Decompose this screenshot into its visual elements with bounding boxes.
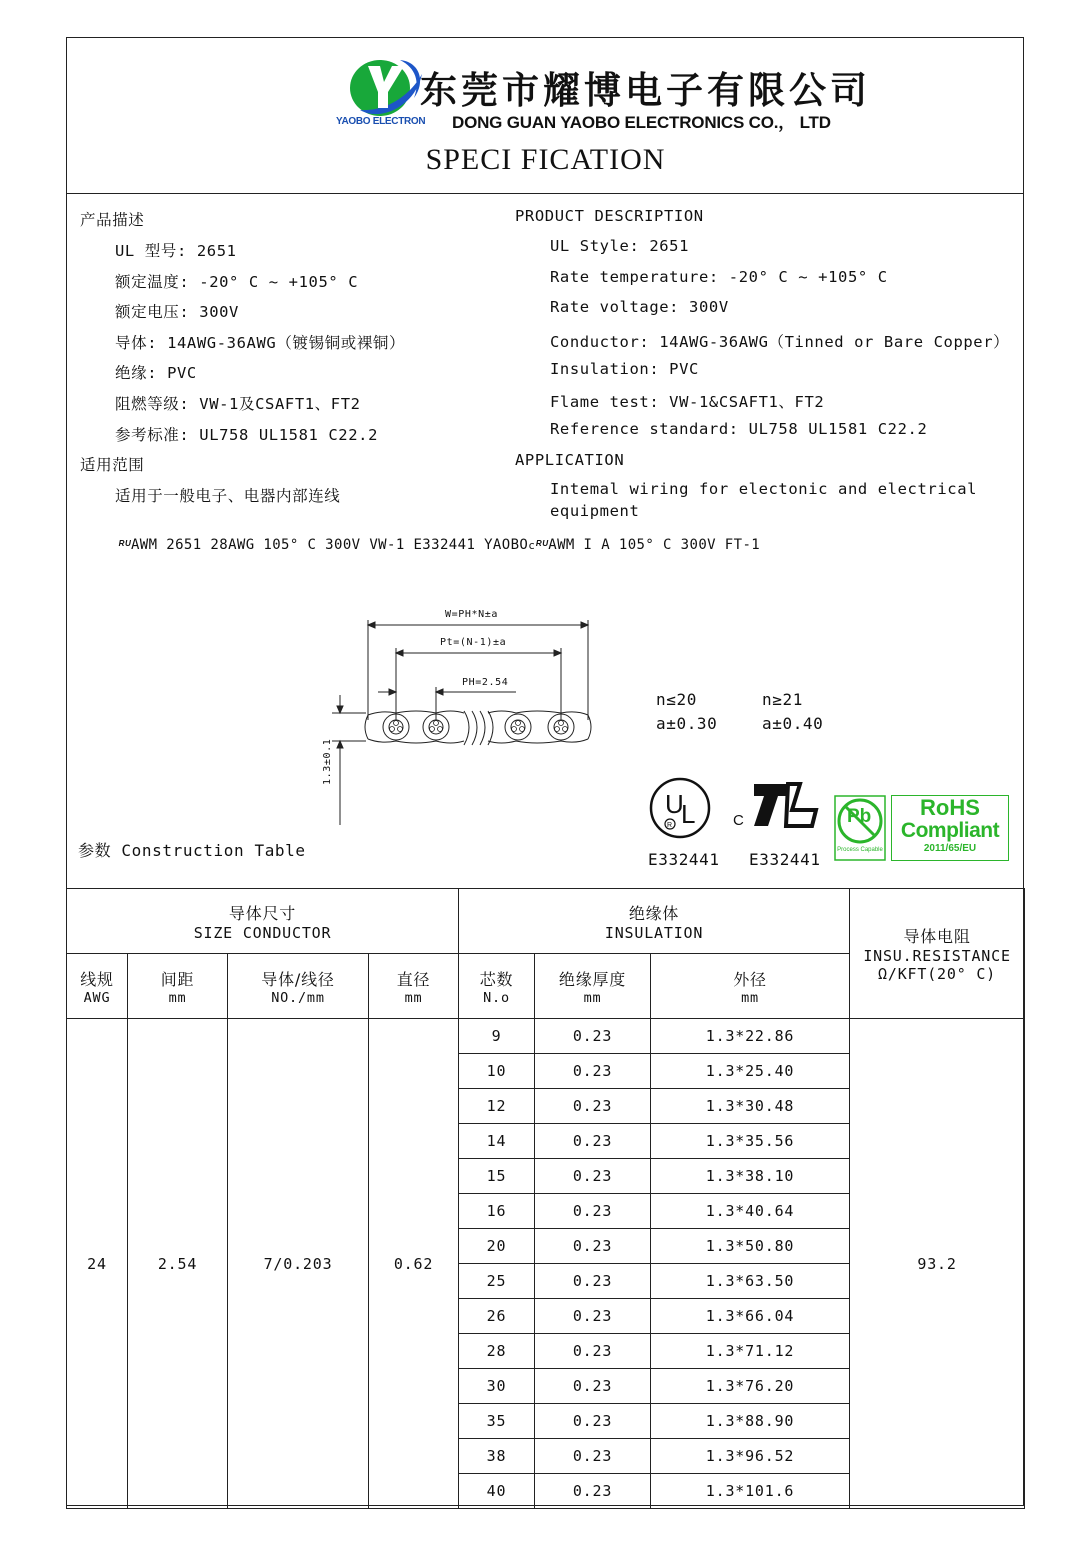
description-line-en: Flame test: VW-1&CSAFT1、FT2: [550, 393, 825, 411]
cru-mark-icon: ᴿᵁ: [535, 538, 549, 552]
construction-table-label: 参数 Construction Table: [78, 841, 306, 860]
tol-a-large: a±0.40: [762, 714, 824, 733]
tol-a-small: a±0.30: [656, 714, 718, 733]
cul-c-letter: C: [733, 812, 745, 829]
logo-text: YAOBO ELECTRON: [336, 116, 426, 127]
marking-c-prefix: c: [528, 539, 536, 552]
cell-cores: 26: [459, 1299, 535, 1334]
description-line-en: UL Style: 2651: [550, 237, 690, 255]
description-line-en: Insulation: PVC: [550, 360, 699, 378]
description-line-en: Rate temperature: -20° C ~ +105° C: [550, 268, 888, 286]
cell-outer-dim: 1.3*38.10: [651, 1159, 850, 1194]
cell-resistance: 93.2: [850, 1019, 1025, 1509]
header-divider: [66, 193, 1024, 194]
cul-recognized-logo-icon: [740, 780, 820, 830]
cell-thickness: 0.23: [535, 1229, 651, 1264]
cell-thickness: 0.23: [535, 1264, 651, 1299]
description-line-cn: 参考标准: UL758 UL1581 C22.2: [115, 426, 379, 444]
application-heading-en: APPLICATION: [515, 451, 625, 469]
cell-pitch: 2.54: [128, 1019, 228, 1509]
tol-n-small: n≤20: [656, 690, 697, 709]
cell-outer-dim: 1.3*30.48: [651, 1089, 850, 1124]
cell-thickness: 0.23: [535, 1089, 651, 1124]
description-heading-en: PRODUCT DESCRIPTION: [515, 207, 704, 225]
cell-thickness: 0.23: [535, 1369, 651, 1404]
description-line-en: Reference standard: UL758 UL1581 C22.2: [550, 420, 928, 438]
cell-thickness: 0.23: [535, 1474, 651, 1509]
cell-cores: 25: [459, 1264, 535, 1299]
lead-free-caption: Process Capable: [837, 847, 883, 853]
cell-thickness: 0.23: [535, 1124, 651, 1159]
marking-part1: AWM 2651 28AWG 105° C 300V VW-1 E332441 YAOBO: [130, 537, 529, 553]
description-line-cn: 导体: 14AWG-36AWG（镀锡铜或裸铜）: [115, 334, 406, 352]
cell-outer-dim: 1.3*66.04: [651, 1299, 850, 1334]
group-header-insulation: 绝缘体 INSULATION: [459, 889, 850, 954]
cell-thickness: 0.23: [535, 1159, 651, 1194]
cell-outer-dim: 1.3*71.12: [651, 1334, 850, 1369]
description-line-cn: 额定温度: -20° C ~ +105° C: [115, 273, 359, 291]
cell-strand: 7/0.203: [228, 1019, 369, 1509]
column-header: 线规 AWG: [67, 954, 128, 1019]
cell-cores: 28: [459, 1334, 535, 1369]
dim-w-label: W=PH*N±a: [445, 609, 498, 620]
cell-cores: 30: [459, 1369, 535, 1404]
cell-outer-dim: 1.3*101.6: [651, 1474, 850, 1509]
cell-cores: 35: [459, 1404, 535, 1439]
company-name-en: DONG GUAN YAOBO ELECTRONICS CO.， LTD: [452, 113, 831, 132]
cell-outer-dim: 1.3*35.56: [651, 1124, 850, 1159]
cul-file-number: E332441: [749, 850, 821, 869]
rohs-compliant-badge: [891, 795, 1009, 861]
document-title: SPECI FICATION: [425, 143, 666, 176]
cell-cores: 16: [459, 1194, 535, 1229]
description-line-cn: UL 型号: 2651: [115, 242, 237, 260]
cell-cores: 10: [459, 1054, 535, 1089]
cable-marking: [118, 537, 760, 553]
construction-table: [66, 888, 1025, 1509]
description-line-en: Rate voltage: 300V: [550, 298, 729, 316]
column-header: 导体/线径 NO./mm: [228, 954, 369, 1019]
cell-diameter: 0.62: [369, 1019, 459, 1509]
cell-cores: 40: [459, 1474, 535, 1509]
rohs-line2: Compliant: [900, 819, 1000, 842]
cell-outer-dim: 1.3*76.20: [651, 1369, 850, 1404]
table-row: [67, 1019, 1025, 1054]
cell-awg: 24: [67, 1019, 128, 1509]
lead-free-symbol: Pb: [847, 806, 872, 827]
dim-thickness-label: 1.3±0.1: [322, 738, 333, 785]
cell-outer-dim: 1.3*50.80: [651, 1229, 850, 1264]
cell-thickness: 0.23: [535, 1299, 651, 1334]
cell-thickness: 0.23: [535, 1404, 651, 1439]
column-header: 直径 mm: [369, 954, 459, 1019]
cell-cores: 14: [459, 1124, 535, 1159]
dim-pt-label: Pt=(N-1)±a: [440, 637, 507, 648]
ul-file-number: E332441: [648, 850, 720, 869]
cell-cores: 20: [459, 1229, 535, 1264]
column-header: 间距 mm: [128, 954, 228, 1019]
cell-thickness: 0.23: [535, 1194, 651, 1229]
cell-outer-dim: 1.3*25.40: [651, 1054, 850, 1089]
column-header: 芯数 N.o: [459, 954, 535, 1019]
ru-mark-icon: ᴿᵁ: [118, 538, 131, 552]
application-line-cn: 适用于一般电子、电器内部连线: [115, 487, 341, 505]
cell-thickness: 0.23: [535, 1019, 651, 1054]
cell-outer-dim: 1.3*40.64: [651, 1194, 850, 1229]
header-resistance: 导体电阻 INSU.RESISTANCE Ω/KFT(20° C): [850, 889, 1025, 1019]
rohs-line3: 2011/65/EU: [923, 843, 977, 854]
description-line-cn: 阻燃等级: VW-1及CSAFT1、FT2: [115, 395, 361, 413]
description-line-en: Conductor: 14AWG-36AWG（Tinned or Bare Copper）: [550, 333, 1010, 351]
description-line-cn: 绝缘: PVC: [115, 364, 197, 382]
group-header-conductor: 导体尺寸 SIZE CONDUCTOR: [67, 889, 459, 954]
description-line-cn: 额定电压: 300V: [115, 303, 239, 321]
cell-outer-dim: 1.3*63.50: [651, 1264, 850, 1299]
company-name-cn: 东莞市耀博电子有限公司: [420, 69, 871, 112]
cell-cores: 15: [459, 1159, 535, 1194]
svg-text:U: U: [665, 789, 684, 819]
cell-thickness: 0.23: [535, 1334, 651, 1369]
cell-cores: 12: [459, 1089, 535, 1124]
cell-thickness: 0.23: [535, 1439, 651, 1474]
cell-outer-dim: 1.3*96.52: [651, 1439, 850, 1474]
tol-n-large: n≥21: [762, 690, 803, 709]
cell-outer-dim: 1.3*88.90: [651, 1404, 850, 1439]
application-line-en: Intemal wiring for electonic and electrical equipment: [550, 480, 978, 520]
ul-logo-icon: [648, 776, 712, 840]
cell-cores: 38: [459, 1439, 535, 1474]
column-header: 绝缘厚度 mm: [535, 954, 651, 1019]
cell-outer-dim: 1.3*22.86: [651, 1019, 850, 1054]
cell-thickness: 0.23: [535, 1054, 651, 1089]
marking-part2: AWM I A 105° C 300V FT-1: [548, 537, 761, 553]
svg-text:R: R: [667, 822, 673, 829]
cell-cores: 9: [459, 1019, 535, 1054]
dim-ph-label: PH=2.54: [462, 677, 509, 688]
application-heading-cn: 适用范围: [80, 456, 145, 474]
description-heading-cn: 产品描述: [80, 211, 145, 229]
column-header: 外径 mm: [651, 954, 850, 1019]
svg-text:L: L: [681, 799, 696, 829]
rohs-line1: RoHS: [920, 795, 980, 820]
